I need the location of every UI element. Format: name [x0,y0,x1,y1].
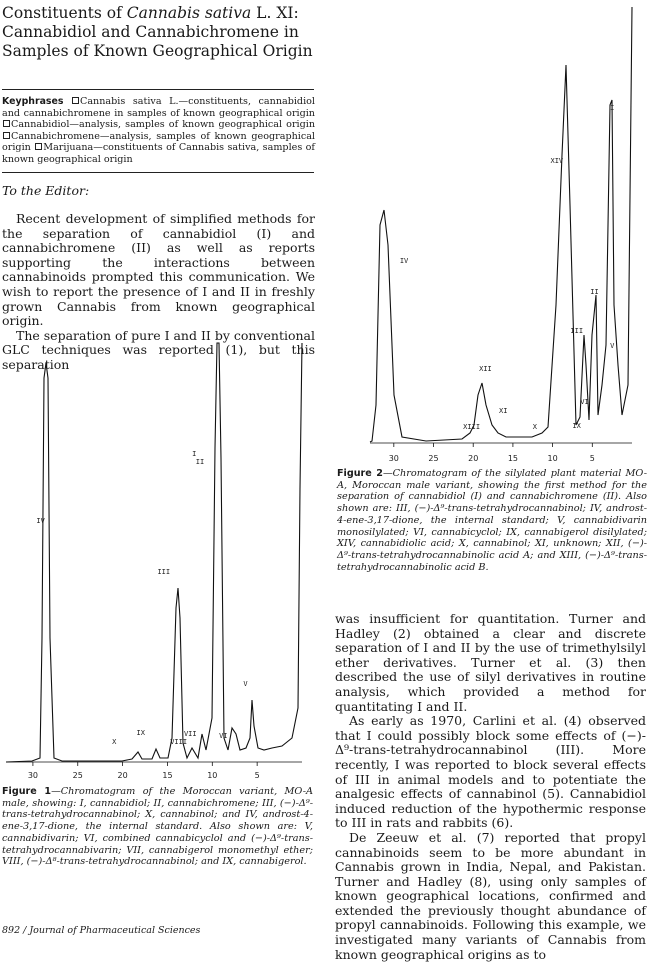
x-tick-label: 25 [428,454,439,463]
peak-label-vi: VI [219,732,228,740]
peak-label-viii: VIII [170,738,188,746]
bullet-box-icon [72,97,79,104]
page-footer: 892 / Journal of Pharmaceutical Sciences [2,925,201,936]
x-tick-label: 30 [388,454,399,463]
keyphrase-item: Marijuana—constituents of Cannabis sativa, samples of known geographical origin [2,142,315,165]
peak-label-x: X [532,423,537,431]
peak-label-i: I [192,450,197,458]
x-tick-label: 20 [468,454,479,463]
x-tick-label: 30 [27,771,39,780]
x-tick-label: 5 [589,454,595,463]
peak-label-ix: IX [136,729,145,737]
peak-label-v: V [243,680,248,688]
paragraph: The separation of pure I and II by conventional GLC techniques was reported (1), but this separation [2,327,315,372]
x-tick-label: 20 [117,771,128,780]
right-body-text [335,612,646,962]
paragraph: De Zeeuw et al. (7) reported that propyl cannabinoids seem to be more abundant in Cannabis grown in India, Nepal, and Pakistan. Turner and Hadley (8), using only samples of known geographical locations, confirmed and extended the previously thought abundance of propyl cannabinoids. Following this example, we investigated many variants of Cannabis from known geographical origins as to [335,829,646,962]
x-tick-label: 10 [547,454,558,463]
peak-label-iii: III [570,327,584,335]
peak-label-iv: IV [399,257,409,265]
keyphrase-item: Cannabidiol—analysis, samples of known geographical origin [11,119,315,131]
paragraph: As early as 1970, Carlini et al. (4) observed that I could possibly block some effects of (−)-Δ⁹-trans-tetrahydrocannabinol (III). More recently, I was reported to block several effects of III in animal models and to potentiate the analgesic effects of cannabinol (5). Cannabidiol induced reduction of the hypothermic response to III in rats and rabbits (6). [335,713,646,831]
peak-label-iii: III [157,568,171,576]
keyphrases-label: Keyphrases [2,96,64,107]
figure-1-caption [2,786,313,868]
x-tick-label: 15 [507,454,519,463]
fig2-trace [370,7,632,442]
title-line-1: Constituents of Cannabis sativa L. XI: [2,4,299,22]
rule-top [2,89,314,90]
x-tick-label: 10 [207,771,218,780]
bullet-box-icon [3,120,10,127]
peak-label-xiv: XIV [550,157,564,165]
rule-bottom [2,172,314,173]
keyphrase-item: Cannabichromene—analysis, samples of known geographical origin [2,130,315,154]
figure-2-caption [337,468,647,573]
figure-2-caption-text: —Chromatogram of the silylated plant material MO-A, Moroccan male variant, showing the first method for the separation of cannabidiol (I) and cannabichromene (II). Also shown are: III, (−)-Δ⁹-trans-tetrahydrocannabinol; IV, androst-4-ene-3,17-dione, the internal standard; V, cannabidivarin monosilylated; VI, cannabicyclol; IX, cannabigerol disilylated; XIV, cannabidiolic acid; X, cannabinol; XI, unknown; XII, (−)-Δ⁹-trans-tetrahydrocannabinolic acid A; and XIII, (−)-Δ⁹-trans-tetrahydrocannabinolic acid B. [337,468,648,573]
peak-label-iv: IV [36,517,45,525]
title-line-2: Cannabidiol and Cannabichromene in [2,23,299,41]
peak-label-xii: XII [479,365,492,373]
peak-label-xiii: XIII [463,423,481,431]
paragraph: Recent development of simplified methods for the separation of cannabidiol (I) and cannabichromene (II) as well as reports supporting the interactions between cannabinoids prompted this communication. We wish to report the presence of I and II in freshly grown Cannabis from known geographical origin. [2,211,315,329]
figure-1-chromatogram [2,338,314,783]
title-line-3: Samples of Known Geographical Origin [2,42,313,60]
bullet-box-icon [35,143,42,150]
x-tick-label: 5 [254,771,260,780]
peak-label-ii: II [195,458,205,466]
keyphrases-block [2,96,315,166]
figure-2-chromatogram [366,5,636,467]
keyphrase-item: Cannabis sativa L.—constituents, cannabidiol and cannabichromene in samples of known geographical origin [2,96,315,119]
article-title [2,4,322,61]
x-tick-label: 15 [162,771,173,780]
peak-label-vii: VII [183,730,197,738]
peak-label-xi: XI [499,407,508,415]
peak-label-ix: IX [572,422,581,430]
paragraph: was insufficient for quantitation. Turner and Hadley (2) obtained a clear and discrete separation of I and II by the use of trimethylsilyl ether derivatives. Turner et al. (3) then described the use of silyl derivatives in routine analysis, which provided a method for quantitating I and II. [335,611,646,714]
peak-label-vi: VI [580,398,589,406]
bullet-box-icon [3,132,10,139]
x-tick-label: 25 [72,771,83,780]
fig1-trace [6,343,302,762]
figure-1-label: Figure 1 [2,786,52,797]
to-editor-heading: To the Editor: [2,183,90,198]
peak-label-v: V [610,342,615,350]
figure-2-label: Figure 2 [337,468,383,479]
peak-label-ii: II [590,288,599,296]
peak-label-i: I [610,104,615,112]
peak-label-x: X [112,738,117,746]
figure-1-caption-text: —Chromatogram of the Moroccan variant, MO-A male, showing: I, cannabidiol; II, cannabichromene; III, (−)-Δ⁹-trans-tetrahydrocannabinol; X, cannabinol; and IV, androst-4-ene-3,17-dione, the internal standard. Also shown are: V, cannabidivarin; VI, combined cannabicyclol and (−)-Δ⁹-trans-tetrahydrocannabivarin; VII, cannabigerol monomethyl ether; VIII, (−)-Δ⁸-trans-tetrahydrocannabinol; and IX, cannabigerol. [2,786,313,868]
